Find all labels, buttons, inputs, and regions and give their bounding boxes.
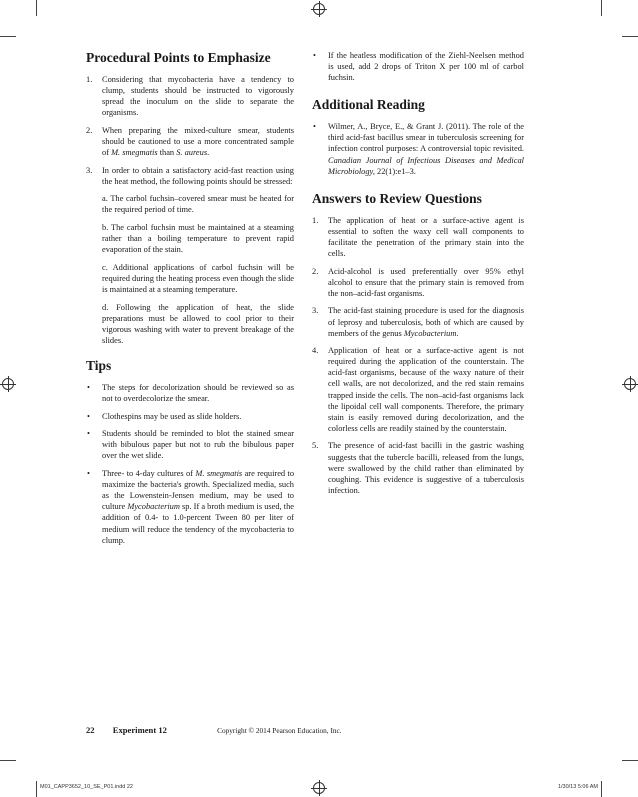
registration-mark-bottom: [313, 782, 325, 794]
crop-mark-tl-v: [36, 0, 37, 16]
date-slug: 1/30/13 5:06 AM: [557, 784, 598, 790]
crop-mark-tr-v: [601, 0, 602, 16]
tips-list: [86, 382, 294, 546]
crop-mark-br-h: [622, 760, 638, 761]
crop-mark-tr-h: [622, 36, 638, 37]
list-item: • Clothespins may be used as slide holders.: [87, 411, 242, 421]
registration-mark-right: [624, 378, 636, 390]
list-item: 4. Application of heat or a surface-active agent is not required during the application of the counterstain. The acid-fast organisms, because of the waxy nature of their cell walls, are not decolorized, and the red stain remains trapped inside the cells. The non–acid-fast organisms lack the lipoidal cell wall components. Therefore, the primary stain is easily removed during decolorization, and the colorless cells are readily stained by the counterstain.: [312, 346, 524, 433]
list-item: 3. In order to obtain a satisfactory acid-fast reaction using the heat method, the following points should be stressed:: [86, 165, 294, 186]
left-column: [86, 50, 294, 552]
registration-mark-top: [313, 3, 325, 15]
list-item: 1. Considering that mycobacteria have a tendency to clump, students should be instructed to vigorously spread the inoculum on the slide to separate the organisms.: [86, 75, 294, 118]
sub-item-b: b. The carbol fuchsin must be maintained at a steaming rather than a boiling temperature to prevent rapid evaporation of the stain.: [102, 223, 294, 255]
list-item: • If the heatless modification of the Ziehl-Neelsen method is used, add 2 drops of Triton X per 100 ml of carbol fuchsin.: [313, 51, 524, 83]
crop-mark-tl-h: [0, 36, 16, 37]
list-item: • Three- to 4-day cultures of M. smegmatis are required to maximize the bacteria's growth. Specialized media, such as the Lowenstein-Jensen medium, may be used to culture Mycobacterium sp. If a broth medium is used, the addition of 0.4- to 1.0-percent Tween 80 per liter of medium will reduce the tendency of the mycobacteria to clump.: [87, 469, 295, 545]
heading-tips: Tips: [86, 357, 112, 373]
sub-item-d: d. Following the application of heat, the slide preparations must be allowed to cool prior to their vigorous washing with water to prevent breakage of the slides.: [102, 302, 294, 345]
heading-answers: Answers to Review Questions: [312, 190, 482, 206]
answers-list: [312, 215, 524, 496]
list-item: • Students should be reminded to blot the stained smear with bibulous paper but not to rub the bibulous paper over the wet slide.: [87, 429, 294, 461]
copyright: Copyright © 2014 Pearson Education, Inc.: [217, 726, 342, 735]
heading-additional-reading: Additional Reading: [312, 97, 425, 113]
sub-item-a: a. The carbol fuchsin–covered smear must be heated for the required period of time.: [102, 194, 294, 215]
list-item: • The steps for decolorization should be reviewed so as not to overdecolorize the smear.: [87, 382, 294, 404]
reading-list: [312, 121, 524, 176]
page-footer: [86, 725, 526, 735]
continued-tips-list: [312, 50, 524, 83]
sub-item-c: c. Additional applications of carbol fuchsin will be required during the heating process even though the slide is maintained at a steaming temperature.: [102, 262, 294, 294]
list-item: 3. The acid-fast staining procedure is used for the diagnosis of leprosy and tuberculosis, both of which are caused by members of the genus Mycobacterium.: [312, 306, 524, 338]
right-column: [312, 50, 524, 502]
list-item: 2. Acid-alcohol is used preferentially over 95% ethyl alcohol to ensure that the primary stain is removed from the non–acid-fast organisms.: [312, 266, 524, 298]
heading-procedural-points: Procedural Points to Emphasize: [86, 50, 271, 65]
file-slug: M01_CAPP3652_10_SE_P01.indd 22: [40, 784, 133, 790]
registration-mark-left: [2, 378, 14, 390]
list-item: 5. The presence of acid-fast bacilli in the gastric washing suggests that the tubercle bacilli, released from the lungs, were swallowed by the child rather than eliminated by coughing. This evidence is suggestive of a tuberculosis infection.: [312, 441, 524, 495]
list-item: 2. When preparing the mixed-culture smear, students should be cautioned to use a more concentrated sample of M. smegmatis than S. aureus.: [86, 125, 294, 158]
crop-mark-bl-v: [36, 781, 37, 797]
crop-mark-br-v: [601, 781, 602, 797]
page-number: 22: [86, 725, 95, 735]
list-item: 1. The application of heat or a surface-active agent is essential to soften the waxy cell wall components to facilitate the penetration of the primary stain into the cells.: [312, 215, 524, 259]
list-item: • Wilmer, A., Bryce, E., & Grant J. (2011). The role of the third acid-fast bacillus smear in tuberculosis screening for infection control purposes: A controversial topic revisited. Canadian Journal of Infectious Diseases and Medical Microbiology, 22(1):e1–3.: [313, 122, 524, 176]
procedural-list: [86, 74, 294, 346]
experiment-label: Experiment 12: [112, 725, 167, 735]
crop-mark-bl-h: [0, 760, 16, 761]
